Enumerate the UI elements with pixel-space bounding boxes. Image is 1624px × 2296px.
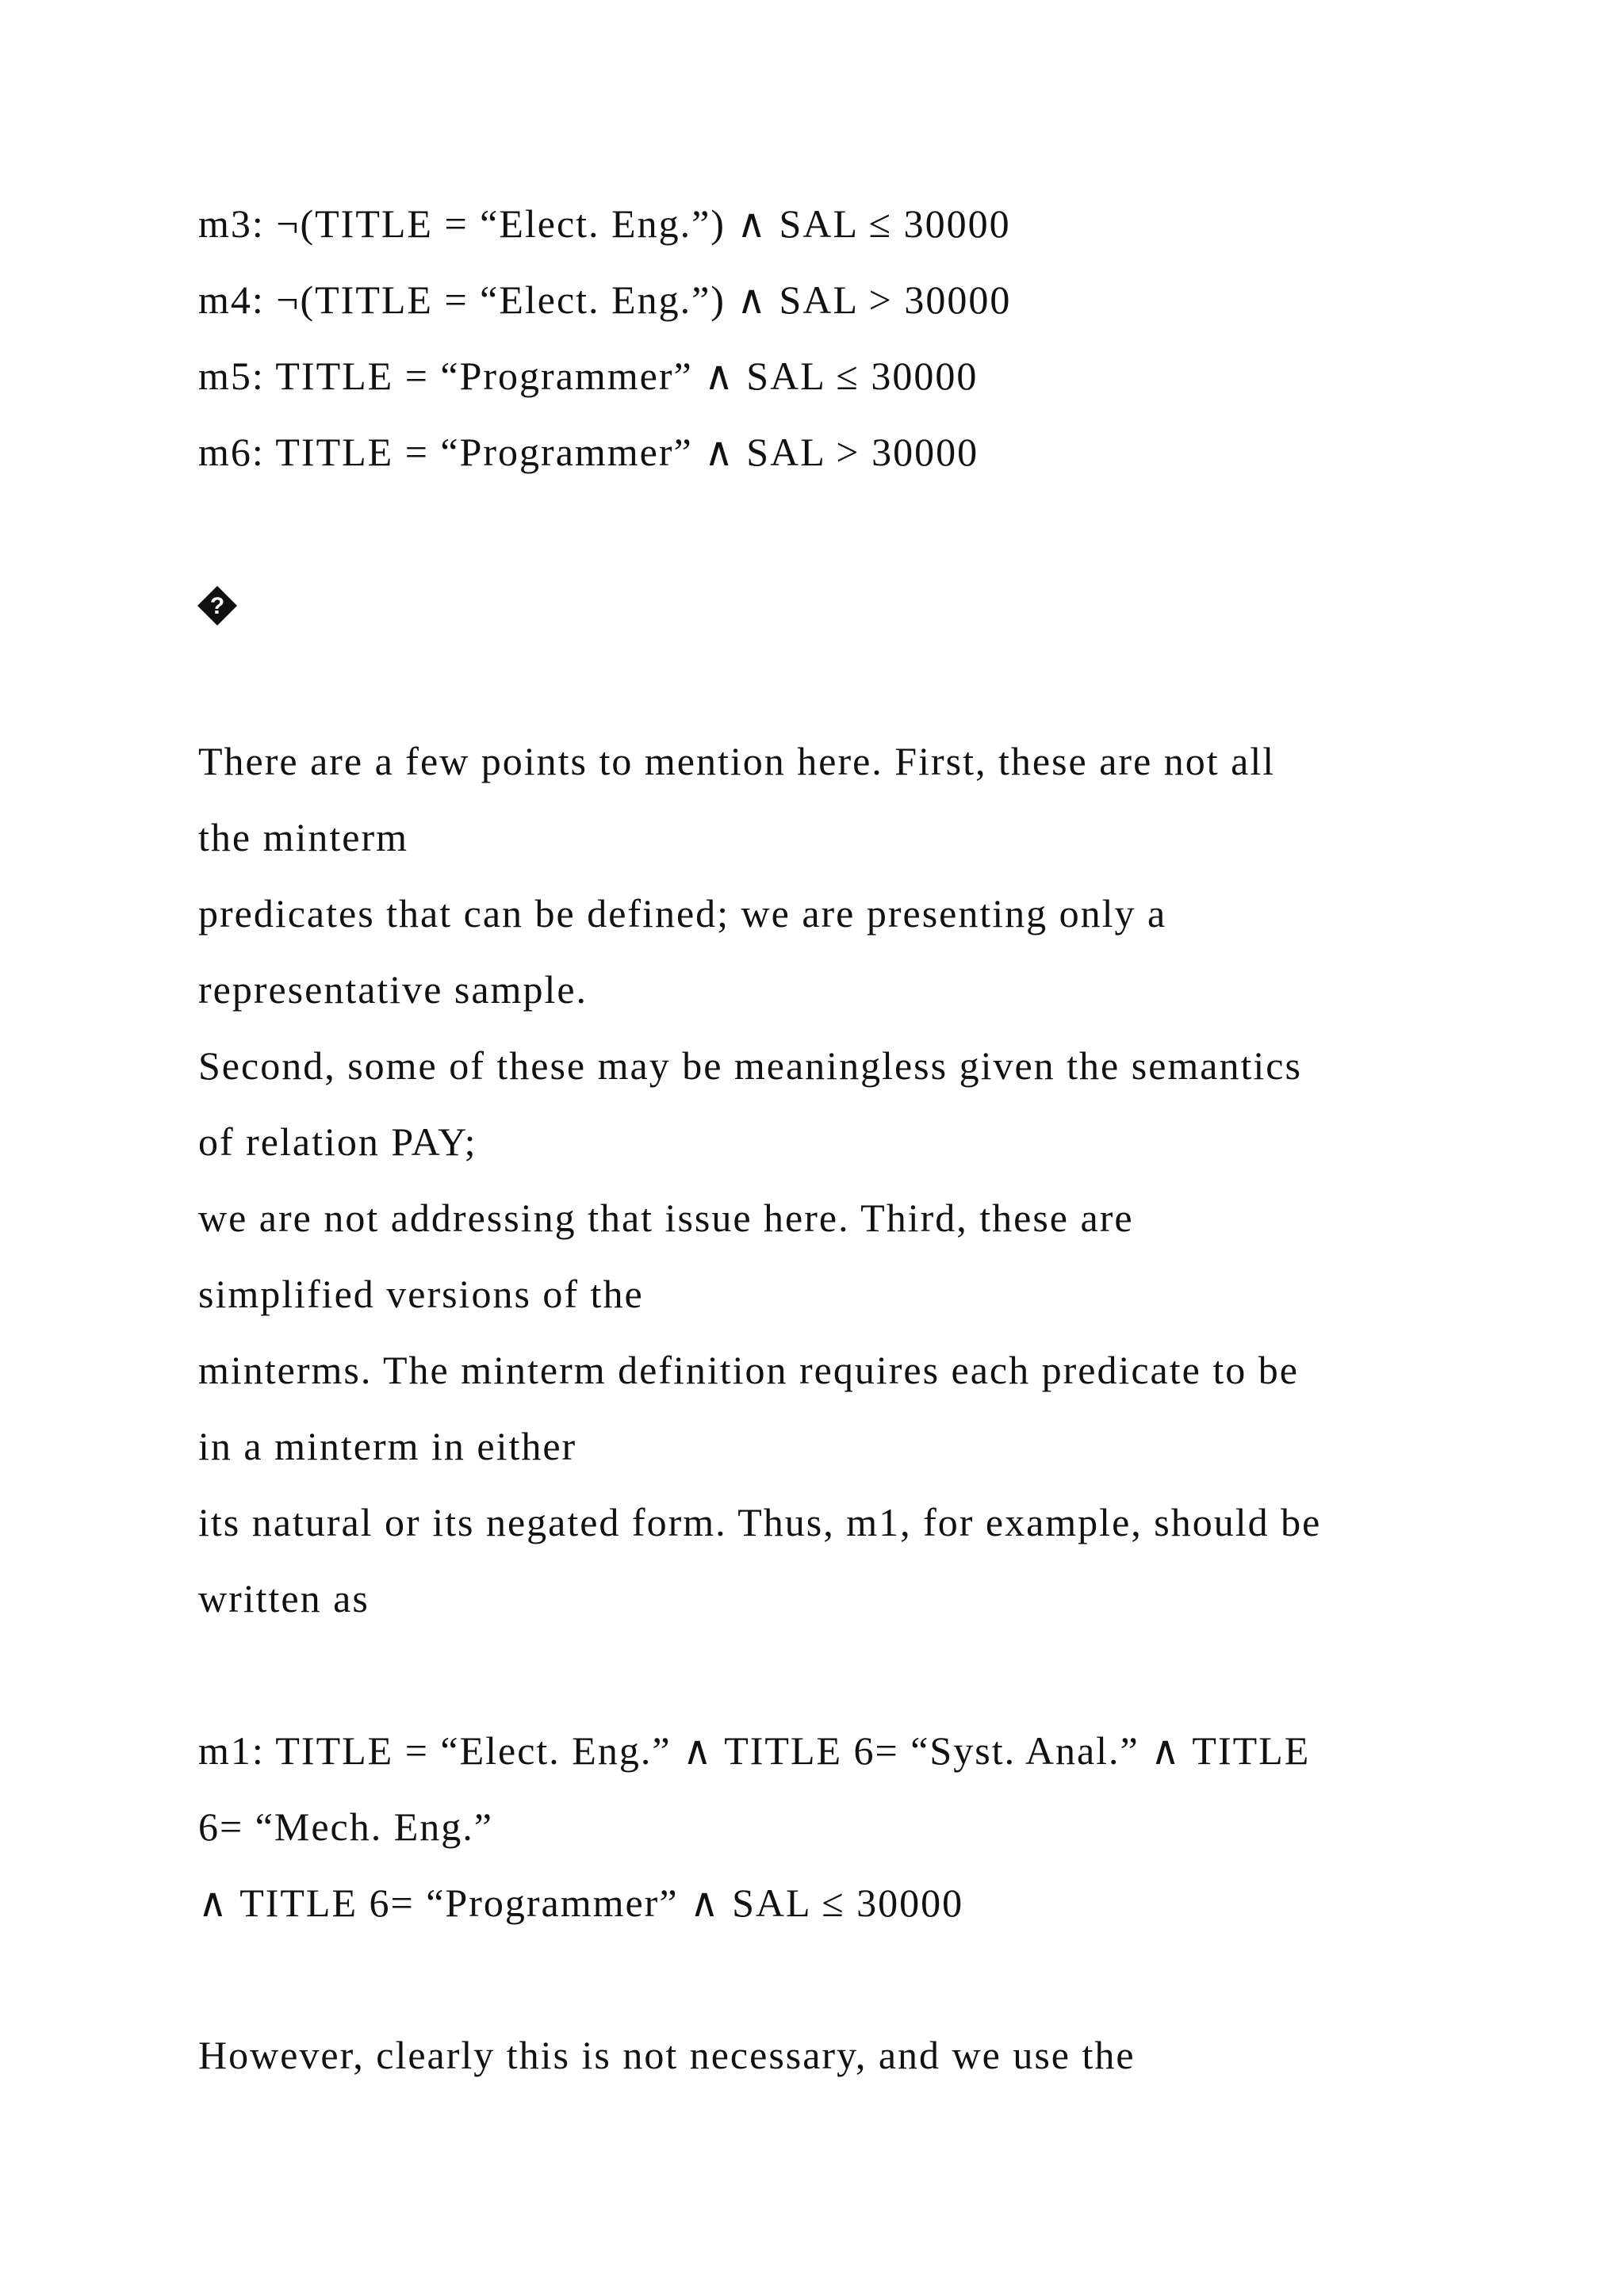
closing-line: However, clearly this is not necessary, and we use the [198, 2033, 1136, 2077]
replacement-character-icon [197, 585, 238, 626]
paragraph-line: of relation PAY; [198, 1119, 477, 1164]
paragraph-line: predicates that can be defined; we are presenting only a [198, 891, 1167, 936]
minterm-m6: m6: TITLE = “Programmer” ∧ SAL > 30000 [198, 430, 979, 474]
paragraph-line: we are not addressing that issue here. Third, these are [198, 1196, 1134, 1240]
paragraph-line: representative sample. [198, 967, 588, 1012]
paragraph-line: minterms. The minterm definition requires each predicate to be [198, 1348, 1299, 1392]
paragraph-line: There are a few points to mention here. First, these are not all [198, 739, 1276, 783]
paragraph-line: written as [198, 1576, 370, 1621]
full-minterm-line: ∧ TITLE 6= “Programmer” ∧ SAL ≤ 30000 [198, 1881, 964, 1925]
paragraph-line: simplified versions of the [198, 1272, 644, 1316]
paragraph-line: the minterm [198, 815, 408, 859]
svg-text:?: ? [209, 593, 225, 619]
minterm-m3: m3: ¬(TITLE = “Elect. Eng.”) ∧ SAL ≤ 30000 [198, 201, 1011, 246]
full-minterm-line: 6= “Mech. Eng.” [198, 1804, 493, 1849]
paragraph-line: its natural or its negated form. Thus, m1, for example, should be [198, 1500, 1322, 1544]
full-minterm-line: m1: TITLE = “Elect. Eng.” ∧ TITLE 6= “Syst. Anal.” ∧ TITLE [198, 1728, 1311, 1773]
minterm-m5: m5: TITLE = “Programmer” ∧ SAL ≤ 30000 [198, 354, 979, 398]
paragraph-line: in a minterm in either [198, 1424, 577, 1468]
minterm-m4: m4: ¬(TITLE = “Elect. Eng.”) ∧ SAL > 30000 [198, 277, 1012, 322]
paragraph-line: Second, some of these may be meaningless given the semantics [198, 1043, 1302, 1088]
